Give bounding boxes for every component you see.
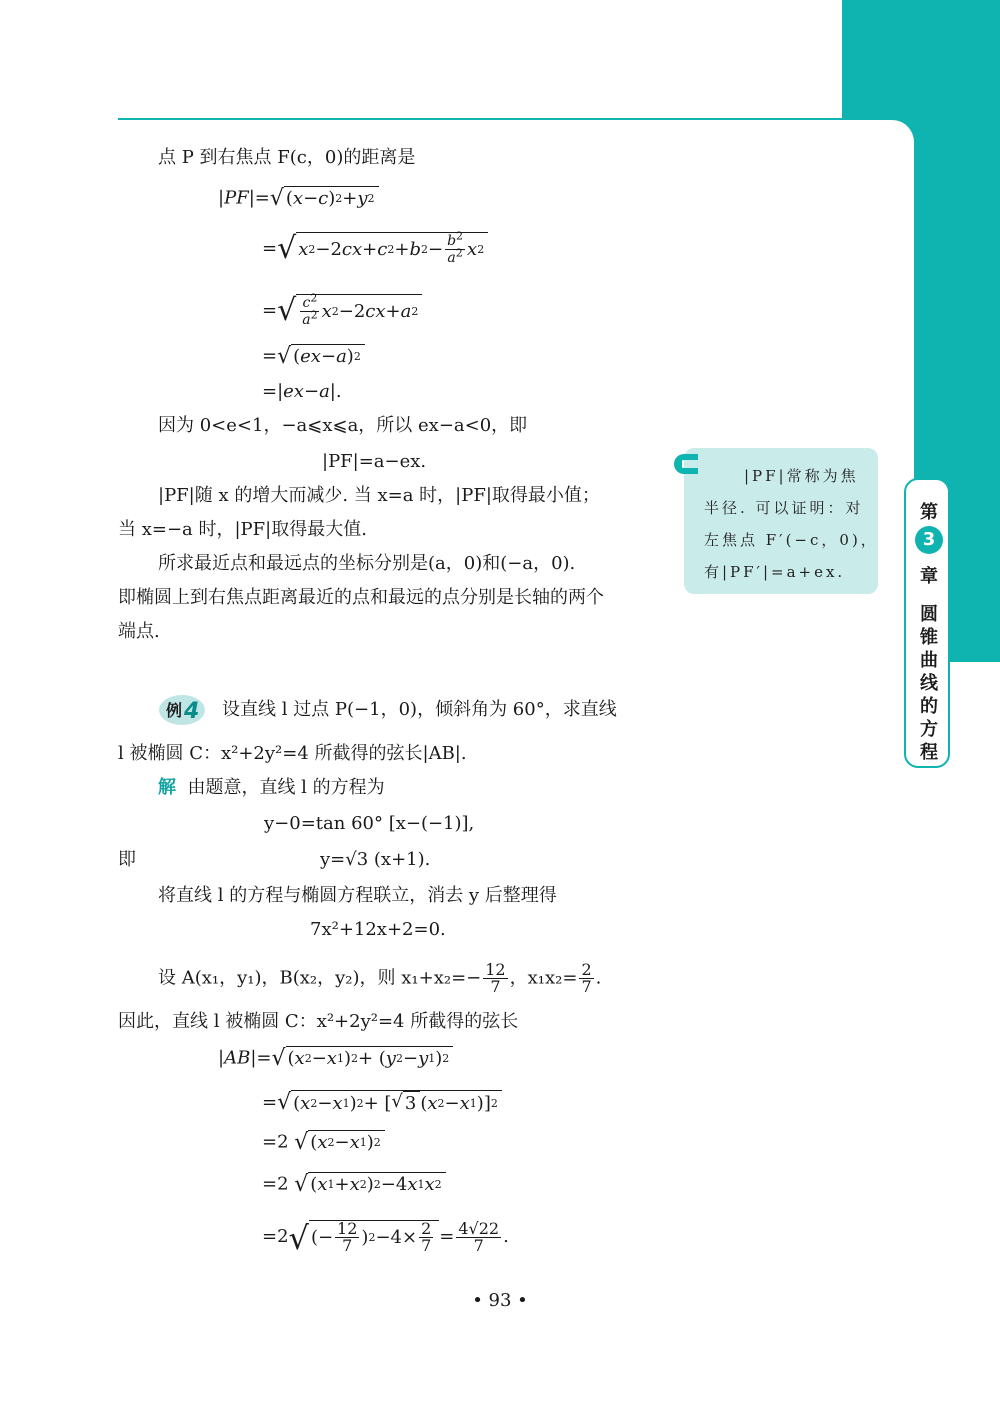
pf-result: |PF|=a−ex.: [322, 451, 427, 472]
chapter-title-char: 圆: [920, 604, 938, 625]
ab-eq-5: =2 √ (− $\frac{12}{7}$ ) 2 −4× $\frac{2}{7}$ = $\frac{4√22}{7}$ .: [262, 1218, 509, 1257]
example-label: 例: [166, 701, 183, 720]
pf-eq-5: =|ex−a|.: [262, 381, 342, 402]
solution-line-1: 解 由题意，直线 l 的方程为: [158, 777, 385, 798]
pf-eq-1: |PF|= √ ( x − c ) 2 + y 2: [218, 186, 379, 211]
chapter-number-badge: 3: [915, 526, 943, 554]
side-note-line-2: 半径. 可以证明：对: [704, 499, 864, 517]
chapter-title-char: 方: [920, 719, 938, 740]
solution-eq-2: y=√3 (x+1).: [320, 849, 431, 870]
solution-eq-1: y−0=tan 60° [x−(−1)],: [264, 813, 475, 834]
example-question-1: 设直线 l 过点 P(−1，0)，倾斜角为 60°，求直线: [222, 699, 617, 720]
pf-eq-2: = √ x 2 −2 cx + c 2 + b 2 − $\frac{b^2}{a^2}$ x 2: [262, 232, 488, 266]
side-note-line-1: |PF|常称为焦: [744, 467, 859, 485]
points-line-2: 即椭圆上到右焦点距离最近的点和最远的点分别是长轴的两个: [118, 587, 604, 608]
chapter-prefix: 第: [920, 502, 938, 523]
side-note-line-3: 左焦点 F′(−c，0)，: [704, 531, 879, 549]
chapter-title-char: 程: [920, 742, 938, 763]
note-arrow-icon: [672, 452, 700, 476]
chapter-title-char: 锥: [920, 627, 938, 648]
because-line: 因为 0<e<1，−a⩽x⩽a，所以 ex−a<0，即: [158, 415, 528, 436]
points-line-3: 端点.: [118, 621, 160, 642]
decrease-line-1: |PF|随 x 的增大而减少. 当 x=a 时，|PF|取得最小值；: [158, 485, 600, 506]
chapter-title-char: 线: [920, 673, 938, 694]
chapter-tab: [904, 478, 950, 768]
solution-eq-3: 7x²+12x+2=0.: [310, 919, 446, 940]
chapter-title-char: 的: [920, 696, 938, 717]
chapter-title-char: 曲: [920, 650, 938, 671]
example-question-2: l 被椭圆 C：x²+2y²=4 所截得的弦长|AB|.: [118, 743, 467, 764]
ab-eq-3: =2 √ ( x 2 − x 1 ) 2: [262, 1130, 385, 1155]
ji-label: 即: [118, 849, 136, 870]
intro-line: 点 P 到右焦点 F(c，0)的距离是: [158, 147, 416, 168]
points-line-1: 所求最近点和最远点的坐标分别是(a，0)和(−a，0).: [158, 553, 576, 574]
ab-eq-1: |AB|= √ ( x 2 − x 1 ) 2 + ( y 2 − y 1 ) 2: [218, 1046, 453, 1071]
page-number: • 93 •: [472, 1290, 528, 1311]
ab-eq-2: = √ ( x 2 − x 1 ) 2 + [ √ 3 ( x 2 − x 1 )] 2: [262, 1090, 502, 1116]
pf-eq-3: = √ $\frac{c^2}{a^2}$ x 2 −2 cx + a 2: [262, 294, 422, 328]
example-number: 4: [184, 699, 200, 724]
side-note-line-4: 有|PF′|=a+ex.: [704, 563, 846, 581]
solution-line-4: 因此，直线 l 被椭圆 C：x²+2y²=4 所截得的弦长: [118, 1011, 519, 1032]
example-badge-icon: [158, 692, 206, 726]
solution-label: 解: [158, 777, 176, 798]
solution-line-2: 将直线 l 的方程与椭圆方程联立，消去 y 后整理得: [158, 885, 557, 906]
solution-line-3: 设 A(x₁，y₁)，B(x₂，y₂)，则 x₁+x₂=− $\frac{12}{7}$ ，x₁x₂= $\frac{2}{7}$ .: [158, 960, 602, 996]
pf-eq-4: = √ ( ex − a ) 2: [262, 344, 365, 369]
chapter-suffix: 章: [920, 566, 938, 587]
ab-eq-4: =2 √ ( x 1 + x 2 ) 2 −4 x 1 x 2: [262, 1172, 446, 1197]
decrease-line-2: 当 x=−a 时，|PF|取得最大值.: [118, 519, 367, 540]
